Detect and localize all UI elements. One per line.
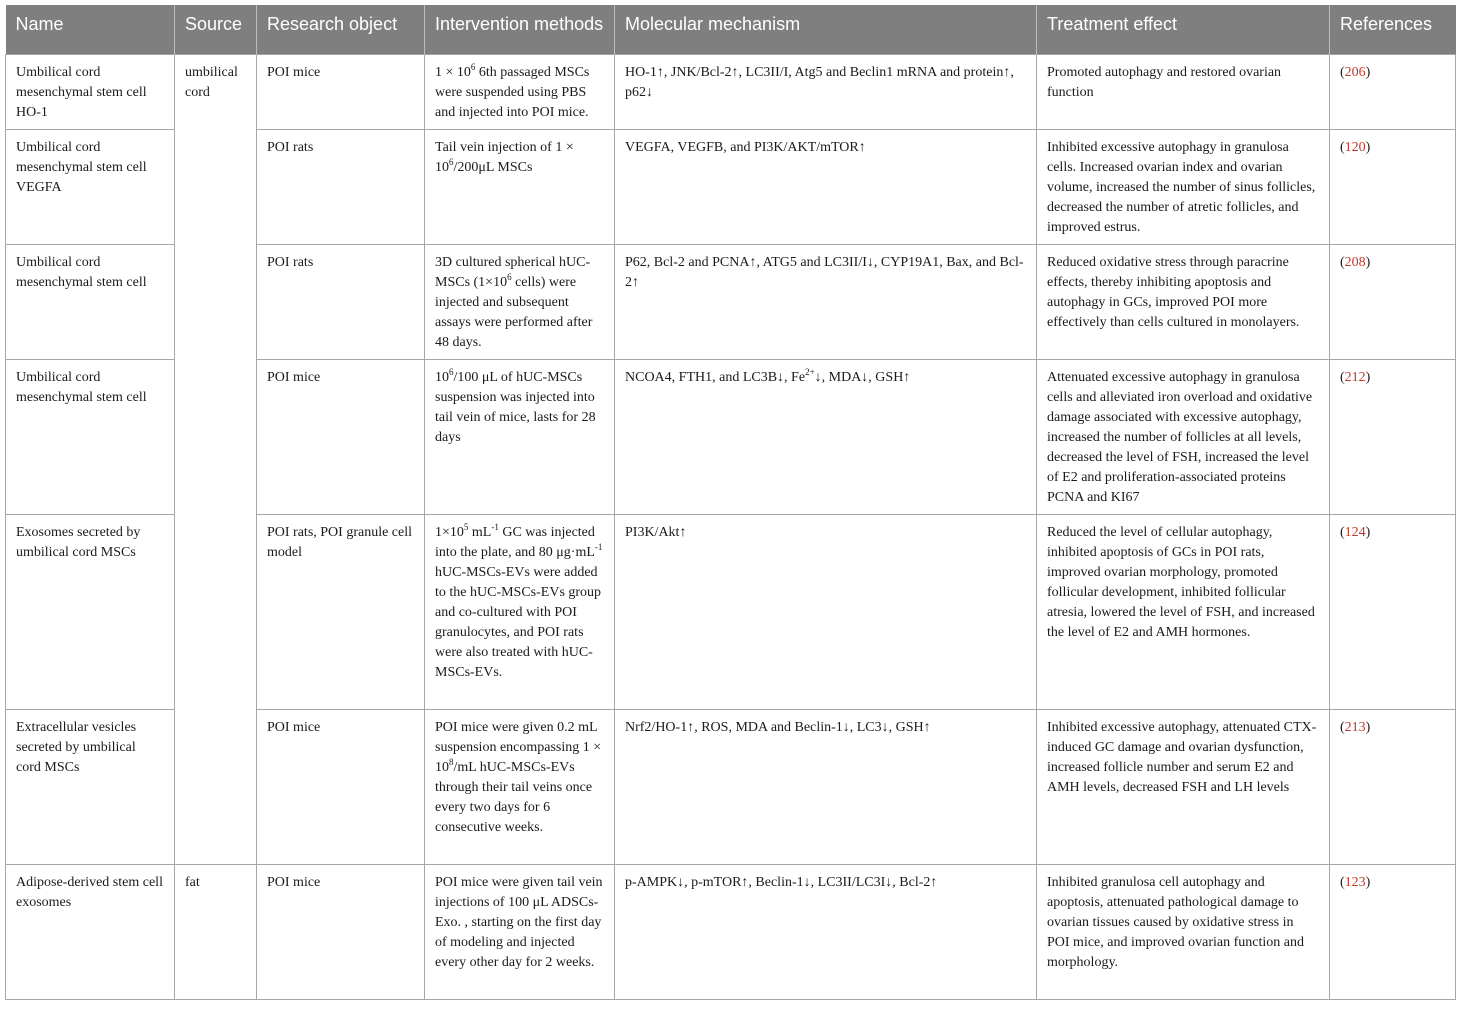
cell-name: Umbilical cord mesenchymal stem cell — [6, 359, 175, 514]
cell-reference: (206) — [1330, 54, 1456, 129]
cell-intervention: Tail vein injection of $1 \times 10^6/200\mu L$ MSCs — [425, 129, 615, 244]
cell-name: Exosomes secreted by umbilical cord MSCs — [6, 514, 175, 709]
cell-name: Umbilical cord mesenchymal stem cell HO-1 — [6, 54, 175, 129]
cell-intervention: $10^6/100$ μL of hUC-MSCs suspension was injected into tail vein of mice, lasts for 28 days — [425, 359, 615, 514]
cell-mechanism: HO-1↑, JNK/Bcl-2↑, LC3II/I, Atg5 and Beclin1 mRNA and protein↑, p62↓ — [615, 54, 1037, 129]
reference-link[interactable]: 206 — [1344, 64, 1366, 80]
col-header-intervention-methods: Intervention methods — [425, 5, 615, 54]
cell-research-object: POI mice — [257, 864, 425, 999]
reference-link[interactable]: 208 — [1344, 254, 1366, 270]
cell-research-object: POI rats — [257, 129, 425, 244]
cell-mechanism: Nrf2/HO-1↑, ROS, MDA and Beclin-1↓, LC3↓, GSH↑ — [615, 709, 1037, 864]
cell-effect: Inhibited granulosa cell autophagy and apoptosis, attenuated pathological damage to ovarian tissues caused by oxidative stress in POI mice, and improved ovarian function and morphology. — [1037, 864, 1330, 999]
cell-name: Umbilical cord mesenchymal stem cell — [6, 244, 175, 359]
cell-source: fat — [175, 864, 257, 999]
cell-effect: Reduced the level of cellular autophagy, inhibited apoptosis of GCs in POI rats, improved ovarian morphology, promoted follicular development, inhibited follicular atresia, lowered the level of FSH, and increased the level of E2 and AMH hormones. — [1037, 514, 1330, 709]
cell-research-object: POI mice — [257, 709, 425, 864]
cell-effect: Promoted autophagy and restored ovarian function — [1037, 54, 1330, 129]
cell-intervention: POI mice were given tail vein injections of 100 μL ADSCs-Exo. , starting on the first day of modeling and injected every other day for 2 weeks. — [425, 864, 615, 999]
cell-reference: (123) — [1330, 864, 1456, 999]
col-header-research-object: Research object — [257, 5, 425, 54]
cell-reference: (212) — [1330, 359, 1456, 514]
reference-link[interactable]: 123 — [1344, 874, 1366, 890]
cell-reference: (213) — [1330, 709, 1456, 864]
cell-mechanism: VEGFA, VEGFB, and PI3K/AKT/mTOR↑ — [615, 129, 1037, 244]
cell-intervention: 3D cultured spherical hUC-MSCs ($1\times 10^6$ cells) were injected and subsequent assays were performed after 48 days. — [425, 244, 615, 359]
cell-reference: (124) — [1330, 514, 1456, 709]
cell-effect: Reduced oxidative stress through paracrine effects, thereby inhibiting apoptosis and autophagy in GCs, improved POI more effectively than cells cultured in monolayers. — [1037, 244, 1330, 359]
cell-intervention: $1\times 10^5$ $mL^{-1}$ GC was injected into the plate, and 80 $\mu g\cdot mL^{-1}$ hUC-MSCs-EVs were added to the hUC-MSCs-EVs group and co-cultured with POI granulocytes, and POI rats were also treated with hUC-MSCs-EVs. — [425, 514, 615, 709]
table-row — [6, 54, 1456, 129]
cell-source — [175, 514, 257, 709]
col-header-source: Source — [175, 5, 257, 54]
cell-effect: Inhibited excessive autophagy in granulosa cells. Increased ovarian index and ovarian volume, increased the number of sinus follicles, decreased the number of atretic follicles, and improved estrus. — [1037, 129, 1330, 244]
table-row — [6, 244, 1456, 359]
cell-intervention: $1 \times 10^6$ 6th passaged MSCs were suspended using PBS and injected into POI mice. — [425, 54, 615, 129]
cell-research-object: POI mice — [257, 54, 425, 129]
cell-name: Adipose-derived stem cell exosomes — [6, 864, 175, 999]
cell-source: umbilical cord — [175, 54, 257, 129]
cell-research-object: POI mice — [257, 359, 425, 514]
cell-source — [175, 359, 257, 514]
data-table — [5, 5, 1456, 1000]
col-header-treatment-effect: Treatment effect — [1037, 5, 1330, 54]
reference-link[interactable]: 212 — [1344, 369, 1366, 385]
col-header-references: References — [1330, 5, 1456, 54]
table-row — [6, 129, 1456, 244]
reference-link[interactable]: 120 — [1344, 139, 1366, 155]
reference-link[interactable]: 213 — [1344, 719, 1366, 735]
cell-research-object: POI rats — [257, 244, 425, 359]
table-row — [6, 514, 1456, 709]
cell-mechanism: PI3K/Akt↑ — [615, 514, 1037, 709]
cell-source — [175, 129, 257, 244]
cell-reference: (208) — [1330, 244, 1456, 359]
cell-name: Umbilical cord mesenchymal stem cell VEGFA — [6, 129, 175, 244]
cell-mechanism: p-AMPK↓, p-mTOR↑, Beclin-1↓, LC3II/LC3I↓, Bcl-2↑ — [615, 864, 1037, 999]
table-row — [6, 359, 1456, 514]
cell-source — [175, 709, 257, 864]
table-row — [6, 864, 1456, 999]
cell-mechanism: P62, Bcl-2 and PCNA↑, ATG5 and LC3II/I↓, CYP19A1, Bax, and Bcl-2↑ — [615, 244, 1037, 359]
reference-link[interactable]: 124 — [1344, 524, 1366, 540]
cell-reference: (120) — [1330, 129, 1456, 244]
table-row — [6, 709, 1456, 864]
col-header-name: Name — [6, 5, 175, 54]
cell-intervention: POI mice were given 0.2 mL suspension encompassing $1 \times 10^8/mL$ hUC-MSCs-EVs through their tail veins once every two days for 6 consecutive weeks. — [425, 709, 615, 864]
cell-name: Extracellular vesicles secreted by umbilical cord MSCs — [6, 709, 175, 864]
cell-mechanism: NCOA4, FTH1, and LC3B↓, $Fe^{2+}↓$, MDA↓, GSH↑ — [615, 359, 1037, 514]
cell-research-object: POI rats, POI granule cell model — [257, 514, 425, 709]
cell-effect: Attenuated excessive autophagy in granulosa cells and alleviated iron overload and oxidative damage associated with excessive autophagy, increased the number of follicles at all levels, decreased the level of FSH, increased the level of E2 and proliferation-associated proteins PCNA and KI67 — [1037, 359, 1330, 514]
cell-source — [175, 244, 257, 359]
cell-effect: Inhibited excessive autophagy, attenuated CTX-induced GC damage and ovarian dysfunction, increased follicle number and serum E2 and AMH levels, decreased FSH and LH levels — [1037, 709, 1330, 864]
header-row — [6, 5, 1456, 54]
col-header-molecular-mechanism: Molecular mechanism — [615, 5, 1037, 54]
